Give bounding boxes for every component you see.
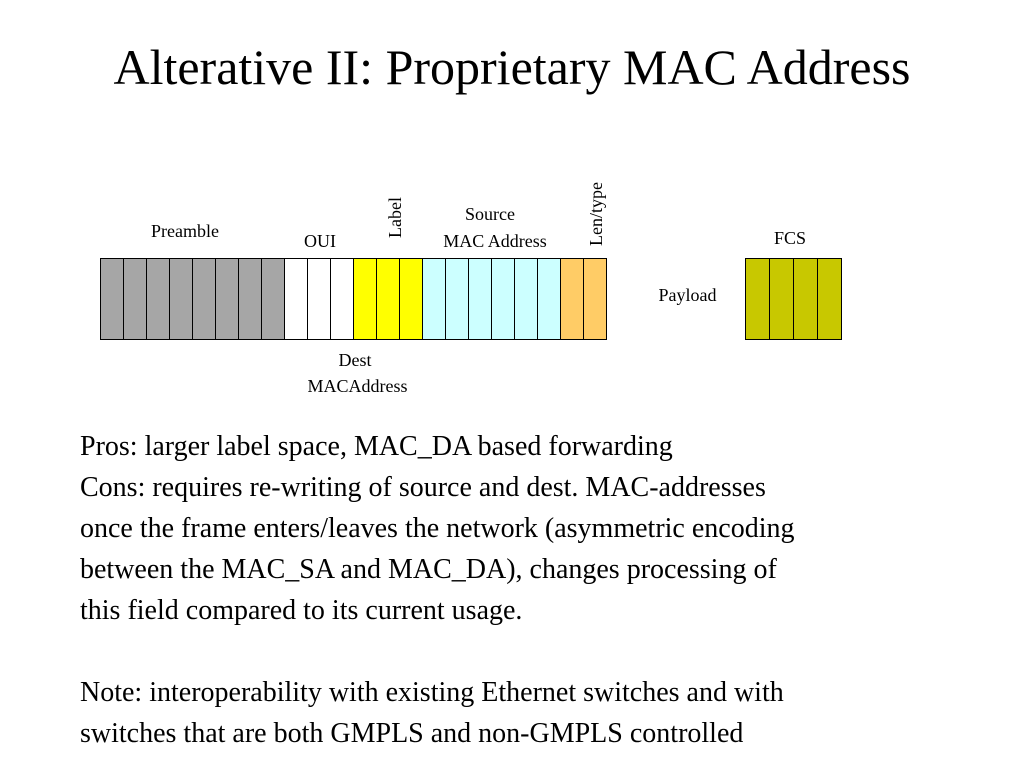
oui-cell xyxy=(331,258,354,340)
dest-label-line1: Dest xyxy=(338,350,372,370)
payload-label: Payload xyxy=(658,285,717,305)
label-cell xyxy=(400,258,423,340)
fcs-cell xyxy=(794,258,818,340)
preamble-cell xyxy=(170,258,193,340)
len-type-label: Len/type xyxy=(586,182,606,246)
note-line-1: Note: interoperability with existing Ethernet switches and with xyxy=(80,677,784,708)
fcs-cell xyxy=(746,258,770,340)
preamble-cell xyxy=(147,258,170,340)
cons-line-3: between the MAC_SA and MAC_DA), changes processing of xyxy=(80,554,777,585)
preamble-cell xyxy=(101,258,124,340)
source-mac-cell xyxy=(492,258,515,340)
oui-cell xyxy=(285,258,308,340)
preamble-cell xyxy=(239,258,262,340)
source-label-line2: MAC Address xyxy=(443,231,547,251)
frame-header-cells xyxy=(100,258,607,340)
cons-line-1: Cons: requires re-writing of source and dest. MAC-addresses xyxy=(80,472,766,503)
source-mac-cell xyxy=(469,258,492,340)
len-type-cell xyxy=(584,258,607,340)
len-type-cell xyxy=(561,258,584,340)
cons-line-2: once the frame enters/leaves the network (asymmetric encoding xyxy=(80,513,795,544)
oui-label: OUI xyxy=(304,231,336,251)
pros-cons-text xyxy=(80,426,980,631)
preamble-cell xyxy=(216,258,239,340)
preamble-cell xyxy=(262,258,285,340)
source-mac-cell xyxy=(446,258,469,340)
fcs-cells xyxy=(745,258,842,340)
slide-title: Alterative II: Proprietary MAC Address xyxy=(113,39,911,95)
pros-line: Pros: larger label space, MAC_DA based forwarding xyxy=(80,431,673,462)
dest-label-line2: MACAddress xyxy=(307,376,408,396)
preamble-label: Preamble xyxy=(151,221,219,241)
label-cell xyxy=(354,258,377,340)
source-mac-cell xyxy=(423,258,446,340)
preamble-cell xyxy=(193,258,216,340)
note-line-2: switches that are both GMPLS and non-GMPLS controlled xyxy=(80,718,744,749)
preamble-cell xyxy=(124,258,147,340)
source-mac-cell xyxy=(538,258,561,340)
fcs-cell xyxy=(818,258,842,340)
source-mac-cell xyxy=(515,258,538,340)
oui-cell xyxy=(308,258,331,340)
label-field-label: Label xyxy=(385,197,405,238)
label-cell xyxy=(377,258,400,340)
source-label-line1: Source xyxy=(465,204,515,224)
note-text xyxy=(80,672,980,754)
fcs-cell xyxy=(770,258,794,340)
cons-line-4: this field compared to its current usage. xyxy=(80,595,523,626)
fcs-label: FCS xyxy=(773,228,807,248)
